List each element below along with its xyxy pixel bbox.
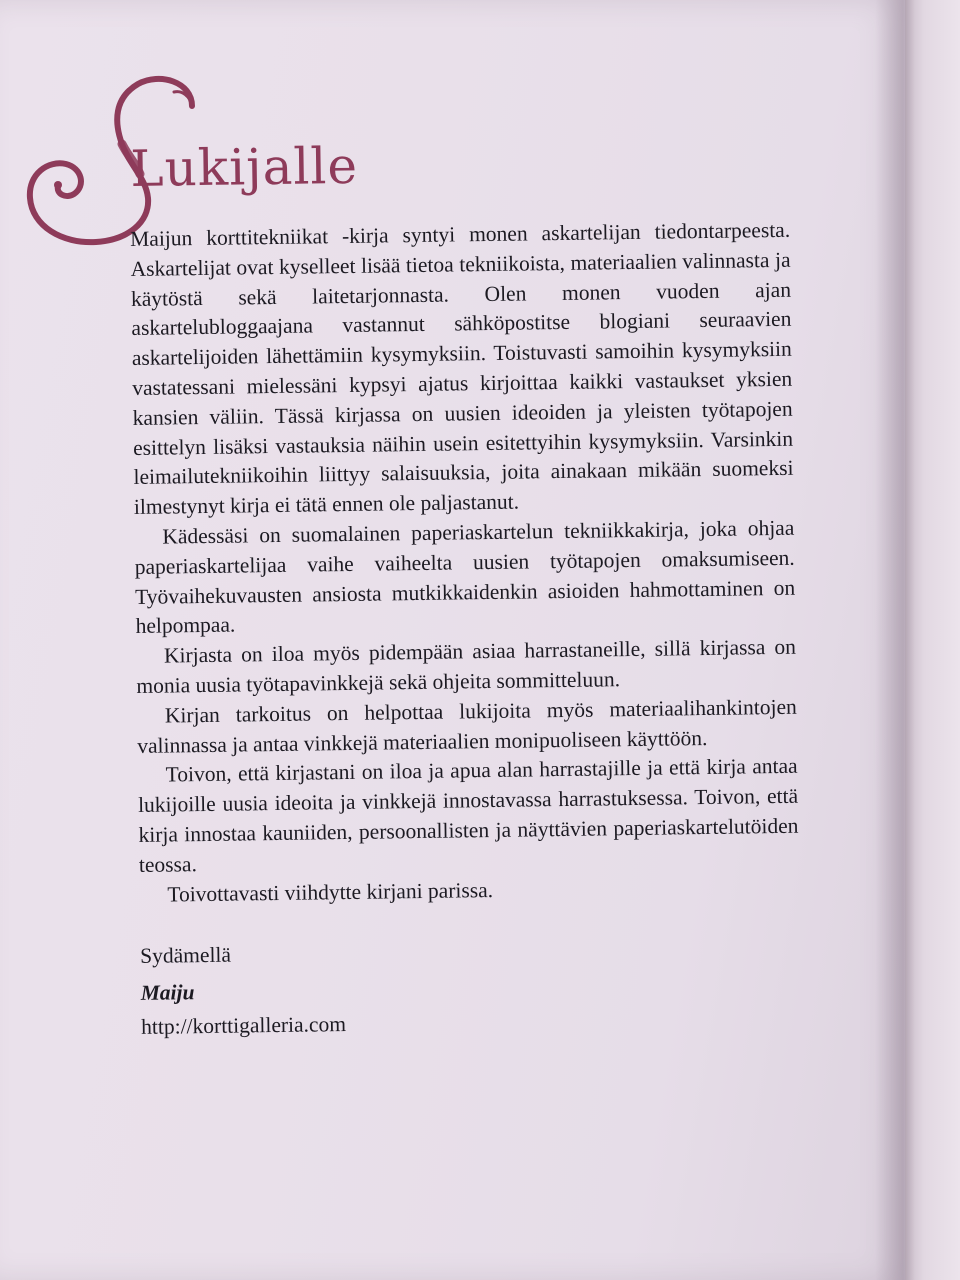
body-text [130,216,801,1042]
paragraph: Kirjasta on iloa myös pidempään asiaa harrastaneille, sillä kirjassa on monia uusia työtapavinkkejä sekä ohjeita sommitteluun. [136,634,797,698]
closing-greeting: Sydämellä [140,942,232,969]
page-fold-shadow [875,0,915,1280]
closing-block [140,929,801,1042]
paragraph: Kädessäsi on suomalainen paperiaskartelun tekniikkakirja, joka ohjaa paperiaskartelijaa vaihe vaiheelta uusien työtapojen omaksumiseen. Työvaihekuvausten ansiosta mutkikkaidenkin asioiden hahmottaminen on helpompaa. [134,515,796,639]
paragraph: Toivottavasti viihdytte kirjani parissa. [167,877,494,907]
website-url: http://korttigalleria.com [141,1012,347,1040]
paragraph: Toivon, että kirjastani on iloa ja apua alan harrastajille ja että kirja antaa lukijoille uusia ideoita ja vinkkejä innostavassa harrastuksessa. Toivon, että kirja innostaa kauniiden, persoonallisten ja näyttävien paperiaskartelutöiden teossa. [137,754,799,877]
page-title: Lukijalle [130,136,359,198]
author-signature: Maiju [140,980,195,1006]
paragraph: Maijun korttitekniikat -kirja syntyi monen askartelijan tiedontarpeesta. Askartelijat ovat kyselleet lisää tietoa tekniikoista, materiaalien valinnasta ja käytöstä sekä laitetarjonnasta. Olen monen vuoden ajan askartelubloggaajana vastannut sähköpostitse blogiani seuraavien askartelijoiden lähettämiin kysymyksiin. Toistuvasti samoihin kysymyksiin vastatessani mielessäni kypsyi ajatus kirjoittaa kaikki vastaukset yksien kansien väliin. Tässä kirjassa on uusien ideoiden ja yleisten työtapojen esittelyn lisäksi vastauksia näihin usein esitettyihin kysymyksiin. Varsinkin leimailutekniikoihin liittyy salaisuuksia, joita ainakaan mikään suomeksi ilmestynyt kirja ei tätä ennen ole paljastanut. [130,217,794,520]
paragraph: Kirjan tarkoitus on helpottaa lukijoita myös materiaalihankintojen valinnassa ja antaa vinkkejä materiaalien monipuoliseen käyttöön. [137,694,797,758]
